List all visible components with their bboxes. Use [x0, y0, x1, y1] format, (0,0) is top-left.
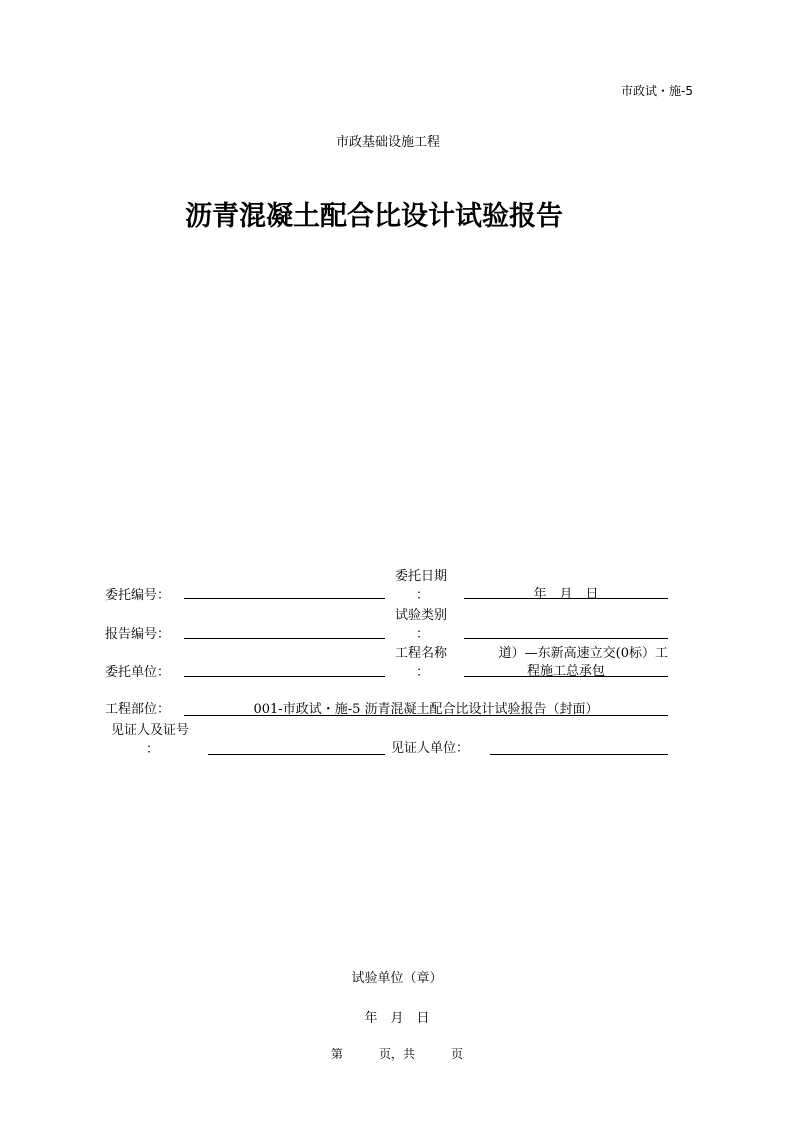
report-no-field[interactable] — [184, 638, 385, 639]
document-subtitle: 市政基础设施工程 — [335, 135, 440, 150]
document-title: 沥青混凝土配合比设计试验报告 — [185, 201, 563, 232]
test-type-label: 试验类别 — [395, 608, 448, 623]
witness-unit-label: 见证人单位： — [391, 741, 470, 756]
project-part-field[interactable] — [184, 715, 668, 716]
page-info: 第 页，共 页 — [330, 1047, 463, 1061]
witness-colon: ： — [146, 742, 160, 757]
project-part-label: 工程部位： — [105, 702, 171, 717]
test-type-colon: ： — [416, 627, 430, 642]
witness-label: 见证人及证号 — [111, 723, 190, 738]
project-part-value: 001-市政试・施-5 沥青混凝土配合比设计试验报告（封面） — [253, 702, 599, 717]
entrust-date-value: 年 月 日 — [533, 587, 599, 602]
entrust-date-label: 委托日期 — [395, 569, 448, 584]
entrust-no-field[interactable] — [184, 598, 385, 599]
project-name-label: 工程名称 — [395, 646, 448, 661]
report-no-label: 报告编号： — [105, 627, 171, 642]
witness-field[interactable] — [208, 754, 385, 755]
project-name-colon: ： — [416, 665, 430, 680]
project-name-value-line2: 程施工总承包 — [526, 664, 605, 679]
entrust-unit-label: 委托单位： — [105, 665, 171, 680]
form-code: 市政试・施-5 — [621, 84, 693, 98]
footer-date: 年 月 日 — [364, 1011, 430, 1026]
entrust-no-label: 委托编号： — [105, 588, 171, 603]
project-name-field[interactable] — [464, 676, 668, 677]
entrust-date-field[interactable] — [464, 598, 668, 599]
entrust-date-colon: ： — [416, 588, 430, 603]
project-name-value-line1: 道）—东新高速立交(0标）工 — [498, 646, 668, 661]
test-unit-stamp-label: 试验单位（章） — [351, 971, 443, 986]
witness-unit-field[interactable] — [490, 754, 668, 755]
entrust-unit-field[interactable] — [184, 676, 385, 677]
test-type-field[interactable] — [464, 638, 668, 639]
